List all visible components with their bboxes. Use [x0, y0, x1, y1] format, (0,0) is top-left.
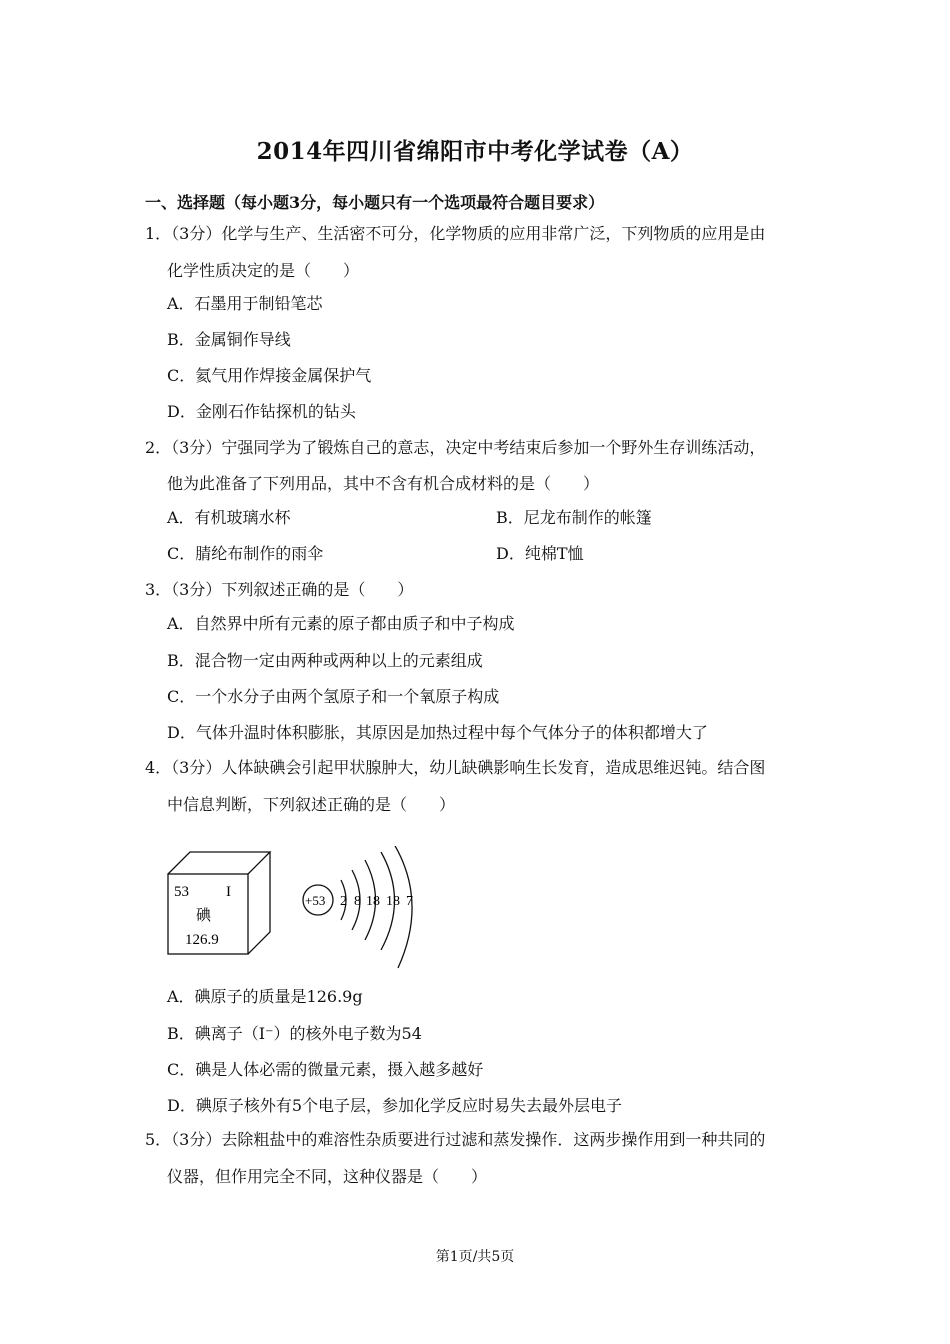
- question-3-option-b: B．混合物一定由两种或两种以上的元素组成: [167, 651, 483, 670]
- question-3-stem: 3．（3分）下列叙述正确的是（ ）: [145, 580, 414, 599]
- page-footer: 第1页/共5页: [435, 1249, 515, 1265]
- question-1-stem-cont: 化学性质决定的是（ ）: [167, 261, 360, 280]
- question-1-option-a: A．石墨用于制铅笔芯: [167, 294, 323, 313]
- question-1-stem: 1．（3分）化学与生产、生活密不可分，化学物质的应用非常广泛，下列物质的应用是由: [145, 224, 766, 243]
- page-title: 2014年四川省绵阳市中考化学试卷（A）: [256, 138, 694, 165]
- iodine-diagram: [160, 846, 430, 976]
- question-2-stem-cont: 他为此准备了下列用品，其中不含有机合成材料的是（ ）: [167, 474, 600, 493]
- shell-1-electrons: 2: [340, 894, 347, 909]
- shell-5-electrons: 7: [406, 894, 413, 909]
- question-4-option-d: D．碘原子核外有5个电子层，参加化学反应时易失去最外层电子: [167, 1096, 623, 1115]
- question-1-option-d: D．金刚石作钻探机的钻头: [167, 402, 356, 421]
- shell-3-electrons: 18: [366, 894, 380, 909]
- question-2-option-c: C．腈纶布制作的雨伞: [167, 544, 324, 563]
- question-2-stem: 2．（3分）宁强同学为了锻炼自己的意志，决定中考结束后参加一个野外生存训练活动，: [145, 438, 766, 457]
- question-2-option-d: D．纯棉T恤: [496, 544, 584, 563]
- shell-2-electrons: 8: [354, 894, 361, 909]
- question-2-option-b: B．尼龙布制作的帐篷: [496, 508, 652, 527]
- question-4-option-a: A．碘原子的质量是126.9g: [167, 987, 363, 1006]
- atomic-mass: 126.9: [185, 932, 219, 948]
- question-1-option-b: B．金属铜作导线: [167, 330, 291, 349]
- question-3-option-c: C．一个水分子由两个氢原子和一个氧原子构成: [167, 687, 500, 706]
- atomic-number: 53: [174, 884, 189, 900]
- question-3-option-a: A．自然界中所有元素的原子都由质子和中子构成: [167, 614, 515, 633]
- question-4-option-b: B．碘离子（I⁻）的核外电子数为54: [167, 1024, 422, 1043]
- question-4-stem-cont: 中信息判断，下列叙述正确的是（ ）: [167, 795, 456, 814]
- question-1-option-c: C．氦气用作焊接金属保护气: [167, 366, 372, 385]
- element-symbol: I: [226, 884, 231, 900]
- question-3-option-d: D．气体升温时体积膨胀，其原因是加热过程中每个气体分子的体积都增大了: [167, 723, 708, 742]
- question-5-stem: 5．（3分）去除粗盐中的难溶性杂质要进行过滤和蒸发操作．这两步操作用到一种共同的: [145, 1130, 766, 1149]
- element-name: 碘: [196, 906, 212, 924]
- question-4-option-c: C．碘是人体必需的微量元素，摄入越多越好: [167, 1060, 484, 1079]
- element-card: [168, 852, 270, 954]
- nucleus-charge: +53: [305, 893, 326, 908]
- question-5-stem-cont: 仪器，但作用完全不同，这种仪器是（ ）: [167, 1167, 488, 1186]
- iodine-figure: [160, 846, 430, 976]
- question-4-stem: 4．（3分）人体缺碘会引起甲状腺肿大，幼儿缺碘影响生长发育，造成思维迟钝。结合图: [145, 758, 766, 777]
- question-2-option-a: A．有机玻璃水杯: [167, 508, 291, 527]
- shell-4-electrons: 18: [386, 894, 400, 909]
- section-heading: 一、选择题（每小题3分，每小题只有一个选项最符合题目要求）: [145, 193, 605, 212]
